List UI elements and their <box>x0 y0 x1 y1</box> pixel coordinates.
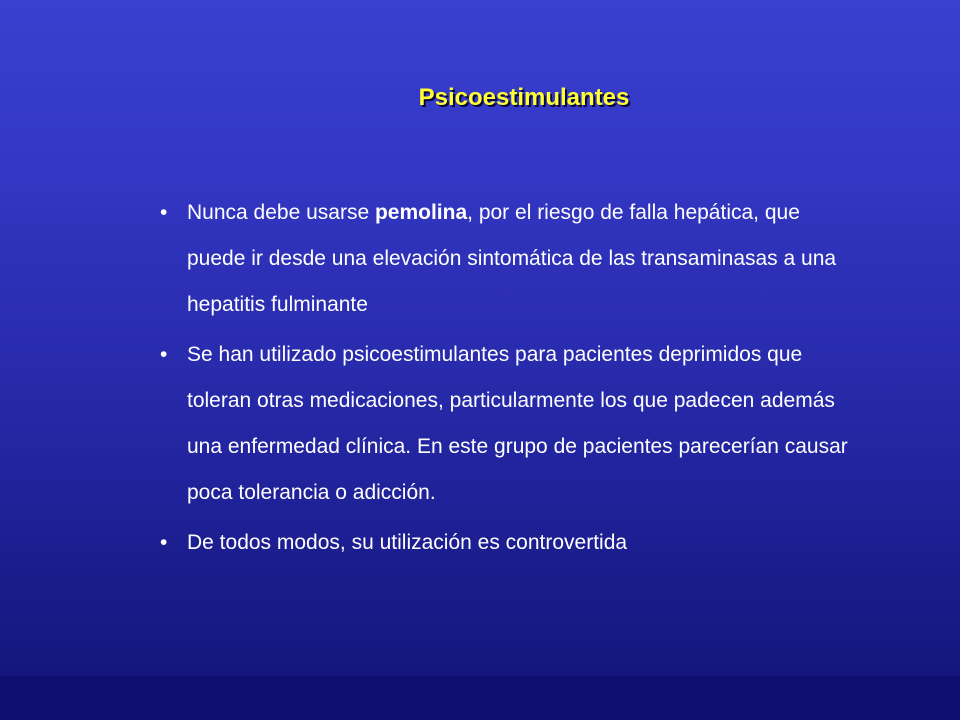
bullet-item <box>160 332 860 516</box>
bullet-dot-icon: • <box>160 201 168 224</box>
bullet-item <box>160 190 860 328</box>
bullet-text-bold: pemolina <box>374 201 468 224</box>
bottom-band <box>0 676 960 720</box>
bullet-dot-icon: • <box>160 343 168 366</box>
bullet-item <box>160 520 860 566</box>
slide-title: Psicoestimulantes <box>418 84 630 111</box>
bullet-text: De todos modos, su utilización es controvertida <box>187 531 628 554</box>
bullet-text: Se han utilizado psicoestimulantes para pacientes deprimidos que toleran otras medicaciones, particularmente los que padecen además una enfermedad clínica. En este grupo de pacientes parecerían causar poca tolerancia o adicción. <box>187 343 848 504</box>
bullet-text-end: , por el riesgo de falla hepática, que puede ir desde una elevación sintomática de las transaminasas a una hepatitis fulminante <box>187 201 837 316</box>
bullet-list <box>160 190 860 570</box>
bullet-text-start: Nunca debe usarse <box>187 201 375 224</box>
bullet-dot-icon: • <box>160 531 168 554</box>
